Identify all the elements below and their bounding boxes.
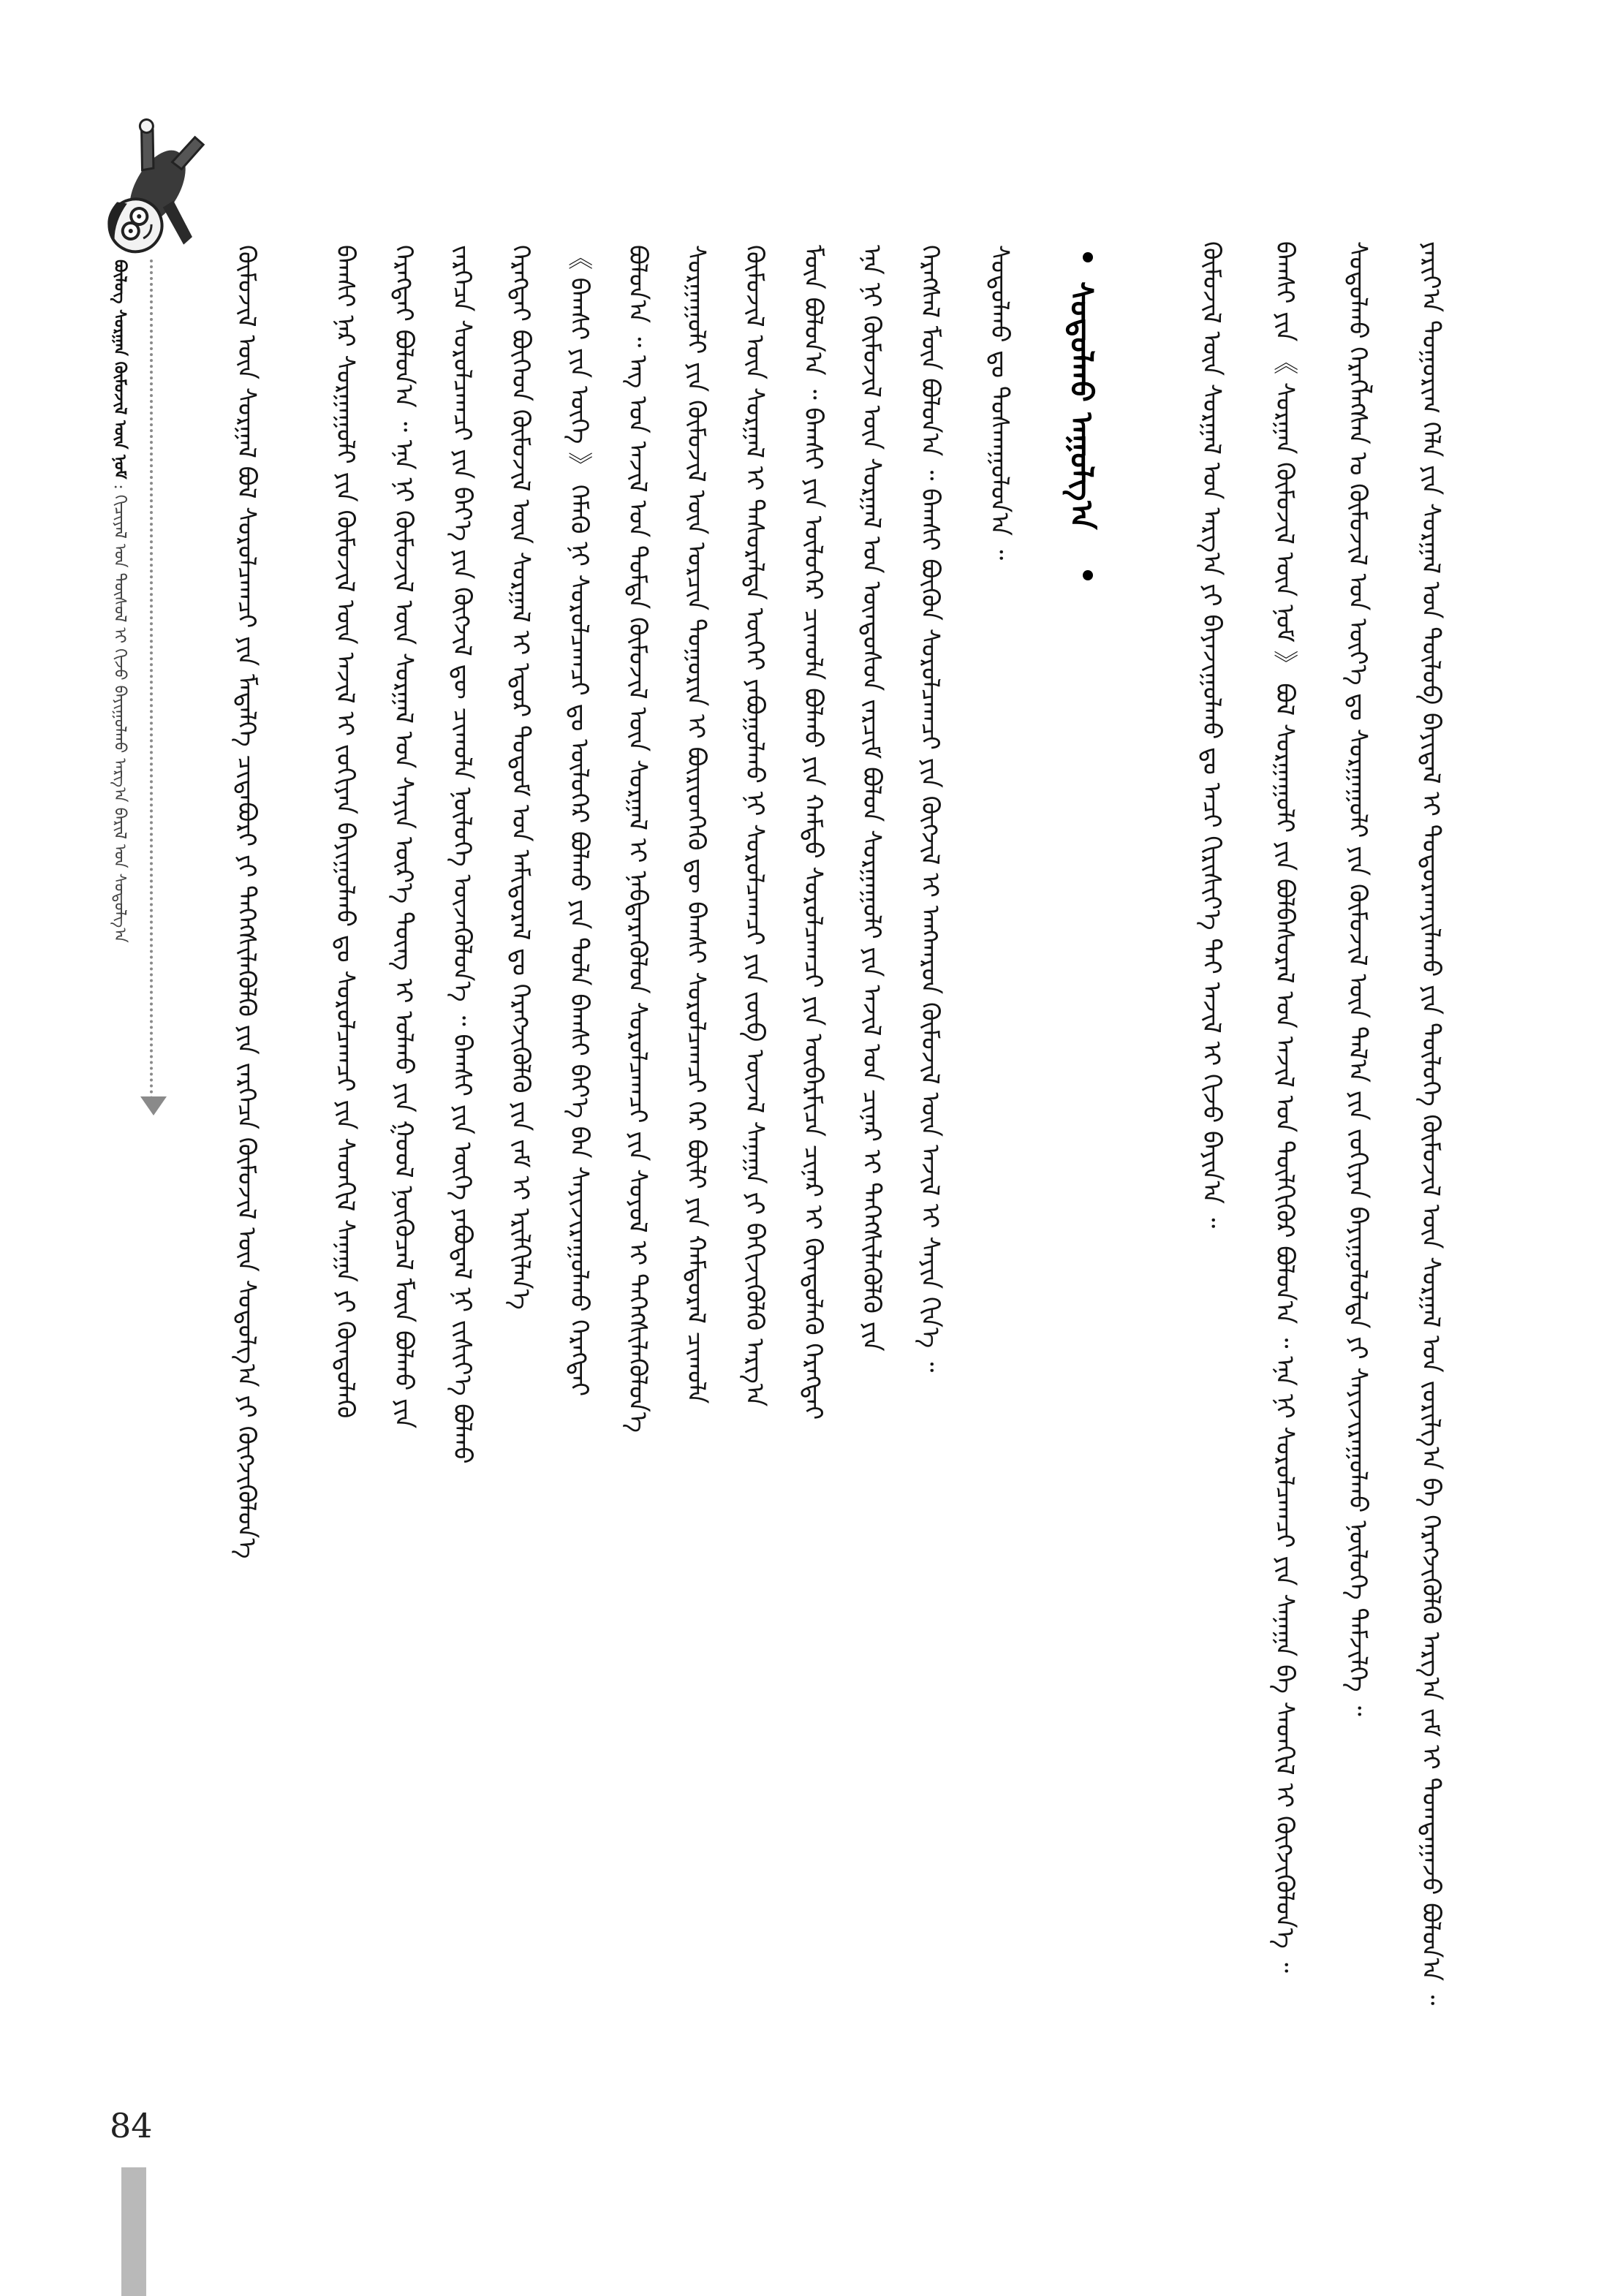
bullet-dot <box>1083 252 1093 262</box>
text-line: 《 ᠪᠠᠭᠰᠢ ᠶᠢᠨ ᠦᠭᠡ 》 ᠬᠡᠮᠡᠬᠦ ᠨᠢ ᠰᠤᠷᠤᠯᠴᠠᠭᠴᠢ ᠳᠤ ᠦᠯᠦᠭᠡᠷ ᠪᠣᠯᠬᠤ ᠶᠢᠨ ᠲᠤᠯᠠ ᠪᠠᠭᠰᠢ ᠪᠡᠶ᠎ᠡ ᠪᠡᠨ ᠰᠠᠶᠢᠵᠢᠷᠠᠭᠤᠯᠬᠤ ᠬᠡᠷᠡᠭᠲᠡᠢ <box>564 245 594 1397</box>
text-line: ᠬᠦᠮᠦᠵᠢᠯ ᠦᠨ ᠰᠤᠷᠭᠠᠯ ᠪᠣᠯ ᠰᠤᠷᠤᠯᠴᠠᠭᠴᠢ ᠶᠢᠨ ᠮᠡᠳᠡᠯᠭᠡ ᠴᠢᠳᠠᠪᠤᠷᠢ ᠶᠢ ᠳᠡᠭᠡᠭᠰᠢᠯᠡᠭᠦᠯᠬᠦ ᠶᠢᠨ ᠵᠡᠷᠭᠡᠴᠡ ᠬᠦᠮᠦᠵᠢᠯ ᠦᠨ ᠰᠤᠳᠤᠯᠭ᠎ᠠ ᠶᠢ ᠬᠥᠭᠵᠢᠭᠦᠯᠦᠨ᠎ᠡ <box>232 245 261 1559</box>
text-line: ᠬᠦᠮᠦᠵᠢᠯ ᠦᠨ ᠰᠤᠷᠭᠠᠯ ᠤᠨ ᠠᠷᠭ᠎ᠠ ᠶᠢ ᠪᠠᠶᠠᠵᠢᠭᠤᠯᠬᠤ ᠳᠤ ᠠᠴᠢ ᠬᠢᠷᠢᠰᠢᠶ᠎ᠡ ᠲᠡᠢ ᠠᠵᠢᠯ ᠢ ᠬᠢᠵᠦ ᠪᠠᠶᠢᠨ᠎ᠠ ᠃ <box>1197 241 1226 1229</box>
running-header-bold: ᠪᠦᠯᠦᠭ ᠰᠤᠷᠭᠠᠨ ᠬᠦᠮᠦᠵᠢᠯ ᠦᠨ ᠨᠣᠮ <box>110 259 129 480</box>
text-line: ᠶᠠᠷᠢᠶ᠎ᠠ ᠲᠤᠭᠤᠷᠢᠭ ᠬᠡᠯᠡ ᠶᠢᠨ ᠰᠤᠷᠭᠠᠯ ᠤᠨ ᠲᠥᠯᠥᠪ ᠪᠠᠶᠢᠳᠠᠯ ᠢ ᠲᠣᠳᠣᠷᠬᠠᠶᠢᠯᠠᠬᠤ ᠶᠢᠨ ᠲᠥᠯᠥᠭᠡ ᠬᠦᠮᠦᠵᠢᠯ ᠦᠨ ᠰᠤᠷᠭᠠᠯ ᠤᠨ ᠵᠣᠷᠢᠯᠭ᠎ᠠ ᠪᠠ ᠬᠡᠷᠡᠭᠵᠢᠭᠦᠯᠬᠦ ᠠᠷᠭ᠎ᠠ ᠵᠠᠮ ᠢ ᠲᠣᠭᠲᠠᠭᠠᠵᠤ ᠪᠣᠯᠤᠨ᠎ᠠ ᠃ <box>1416 241 1445 2006</box>
text-line: ᠬᠡᠷᠡᠭᠲᠡᠢ ᠪᠣᠯᠤᠨ᠎ᠠ ᠃ ᠡᠨᠡ ᠨᠢ ᠬᠦᠮᠦᠵᠢᠯ ᠦᠨ ᠰᠤᠷᠭᠠᠯ ᠤᠨ ᠰᠠᠶᠢᠨ ᠦᠷ᠎ᠡ ᠳᠦᠩ ᠢ ᠣᠯᠬᠤ ᠶᠢᠨ ᠭᠣᠣᠯ ᠨᠥᠬᠦᠴᠡᠯ ᠮᠥᠨ ᠪᠣᠯᠬᠤ ᠶᠢᠨ <box>389 245 418 1429</box>
text-line: ᠡᠨᠡ ᠨᠢ ᠬᠦᠮᠦᠵᠢᠯ ᠦᠨ ᠰᠤᠷᠭᠠᠯ ᠤᠨ ᠦᠨᠳᠦᠰᠦᠨ ᠵᠠᠷᠴᠢᠮ ᠪᠣᠯᠤᠨ ᠰᠤᠷᠭᠠᠭᠤᠯᠢ ᠶᠢᠨ ᠠᠵᠢᠯ ᠤᠨ ᠴᠢᠨᠠᠷ ᠢ ᠳᠡᠭᠡᠭᠰᠢᠯᠡᠭᠦᠯᠬᠦ ᠶᠢᠨ <box>857 245 886 1352</box>
text-line: ᠬᠡᠷᠡᠭᠲᠡᠢ ᠪᠥᠭᠡᠳ ᠬᠦᠮᠦᠵᠢᠯ ᠦᠨ ᠰᠤᠷᠭᠠᠯ ᠢ ᠡᠳᠦᠷ ᠲᠤᠲᠤᠮ ᠤᠨ ᠠᠮᠢᠳᠤᠷᠠᠯ ᠳᠤ ᠬᠡᠷᠡᠭᠵᠢᠭᠦᠯᠬᠦ ᠶᠢᠨ ᠵᠠᠮ ᠢ ᠡᠷᠢᠯᠬᠢᠯᠡᠨ᠎ᠡ <box>506 245 535 1310</box>
boy-mascot-illustration <box>64 130 232 276</box>
text-line: ᠵᠡᠷᠭᠡᠴᠡ ᠰᠤᠷᠤᠯᠴᠠᠭᠴᠢ ᠶᠢᠨ ᠪᠡᠶ᠎ᠡ ᠶᠢᠨ ᠬᠥᠭᠵᠢᠯ ᠳᠦ ᠴᠢᠬᠤᠯᠠ ᠨᠥᠯᠥᠭᠡ ᠦᠵᠡᠭᠦᠯᠦᠨ᠎ᠡ ᠃ ᠪᠠᠭᠰᠢ ᠶᠢᠨ ᠦᠭᠡ ᠶᠠᠪᠤᠳᠠᠯ ᠨᠢ ᠵᠢᠱᠢᠶ᠎ᠡ ᠪᠣᠯᠬᠤ <box>447 245 477 1464</box>
text-line: ᠪᠣᠯᠤᠨ᠎ᠠ ᠃ ᠡᠩ ᠤᠨ ᠠᠵᠢᠯ ᠤᠨ ᠳᠤᠮᠳᠠ ᠬᠦᠮᠦᠵᠢᠯ ᠦᠨ ᠰᠤᠷᠭᠠᠯ ᠢ ᠨᠡᠪᠲᠡᠷᠡᠭᠦᠯᠦᠨ ᠰᠤᠷᠤᠯᠴᠠᠭᠴᠢ ᠶᠢᠨ ᠰᠣᠶᠣᠯ ᠢ ᠳᠡᠭᠡᠭᠰᠢᠯᠡᠭᠦᠯᠦᠨ᠎ᠡ <box>623 245 652 1433</box>
header-dotted-divider <box>150 259 153 1100</box>
bullet-dot <box>1083 570 1093 580</box>
section-heading: ᠰᠣᠳᠤᠯᠬᠤ ᠠᠭᠤᠯᠭ᠎ᠠ <box>1064 281 1100 530</box>
header-arrow-icon <box>140 1096 167 1115</box>
running-header-text: ᠬᠢᠴᠢᠶᠡᠯ ᠤᠨ ᠲᠥᠰᠥᠯ ᠢ ᠬᠢᠵᠦ ᠪᠠᠶᠢᠭᠤᠯᠬᠤ ᠠᠷᠭ᠎ᠠ ᠪᠠᠷᠢᠯ ᠤᠨ ᠰᠤᠳᠤᠯᠭ᠎ᠠ <box>110 494 129 943</box>
page-number: 84 <box>110 2106 153 2145</box>
text-line: ᠰᠣᠳᠤᠯᠬᠤ ᠬᠡᠷᠡᠭᠯᠡᠭᠰᠡᠨ ᠤ ᠬᠦᠮᠦᠵᠢᠯ ᠤᠨ ᠦᠶ᠎ᠡ ᠳᠤ ᠰᠤᠷᠭᠠᠭᠤᠯᠢ ᠶᠢᠨ ᠬᠦᠮᠦᠵᠢᠯ ᠦᠨ ᠲᠠᠯ᠎ᠠ ᠶᠢᠨ ᠵᠣᠬᠢᠶᠠᠨ ᠪᠠᠶᠢᠭᠤᠯᠤᠯᠲᠠ ᠶᠢ ᠰᠠᠶᠢᠵᠢᠷᠠᠭᠤᠯᠬᠤ ᠨᠥᠯᠥᠭᠡ ᠳᠡᠮᠵᠢᠯᠭᠡ ᠃ <box>1343 241 1372 1716</box>
text-line: ᠬᠡᠷᠡᠭᠰᠡᠯ ᠮᠥᠨ ᠪᠣᠯᠤᠨ᠎ᠠ ᠃ ᠪᠠᠭᠰᠢ ᠪᠥᠬᠥᠨ ᠰᠤᠷᠤᠯᠴᠠᠭᠴᠢ ᠶᠢᠨ ᠬᠥᠭᠵᠢᠯ ᠢ ᠠᠩᠬᠠᠷᠤᠨ ᠬᠦᠮᠦᠵᠢᠯ ᠦᠨ ᠠᠵᠢᠯ ᠢ ᠰᠠᠶᠢᠨ ᠬᠢᠨ᠎ᠡ ᠃ <box>915 245 945 1373</box>
page-edge-tab <box>121 2167 146 2296</box>
text-line: ᠪᠠᠭᠰᠢ ᠶᠢᠨ 《 ᠰᠤᠷᠭᠠᠨ ᠬᠦᠮᠦᠵᠢᠯ ᠦᠨ ᠨᠣᠮ 》 ᠪᠣᠯ ᠰᠤᠷᠭᠠᠭᠤᠯᠢ ᠶᠢᠨ ᠪᠣᠯᠪᠠᠰᠤᠷᠠᠯ ᠤᠨ ᠠᠵᠢᠯ ᠤᠨ ᠲᠦᠯᠬᠢᠭᠦᠷ ᠪᠣᠯᠤᠨ᠎ᠠ ᠃ ᠡᠨᠡ ᠨᠢ ᠰᠤᠷᠤᠯᠴᠠᠭᠴᠢ ᠶᠢᠨ ᠰᠠᠨᠠᠭᠠ ᠪᠠ ᠰᠡᠳᠬᠢᠯ ᠢ ᠬᠥᠭᠵᠢᠭᠦᠯᠦᠨ᠎ᠡ ᠃ <box>1270 241 1299 1973</box>
text-line: ᠰᠤᠷᠭᠠᠭᠤᠯᠢ ᠶᠢᠨ ᠬᠦᠮᠦᠵᠢᠯ ᠦᠨ ᠣᠷᠴᠢᠨ ᠲᠣᠭᠣᠷᠢᠨ ᠢ ᠪᠦᠷᠢᠳᠬᠡᠬᠦ ᠳᠦ ᠪᠠᠭᠰᠢ ᠰᠤᠷᠤᠯᠴᠠᠭᠴᠢ ᠭᠡᠷ ᠪᠦᠯᠢ ᠶᠢᠨ ᠬᠠᠮᠲᠤᠷᠠᠯ ᠴᠢᠬᠤᠯᠠ <box>681 245 711 1404</box>
running-header: ᠪᠦᠯᠦᠭ ᠰᠤᠷᠭᠠᠨ ᠬᠦᠮᠦᠵᠢᠯ ᠦᠨ ᠨᠣᠮ : ᠬᠢᠴᠢᠶᠡᠯ ᠤᠨ ᠲᠥᠰᠥᠯ ᠢ ᠬᠢᠵᠦ ᠪᠠᠶᠢᠭᠤᠯᠬᠤ ᠠᠷᠭ᠎ᠠ ᠪᠠᠷᠢᠯ ᠤᠨ ᠰᠤᠳᠤᠯᠭ᠎ᠠ <box>110 259 129 943</box>
text-line: ᠪᠠᠭᠰᠢ ᠨᠠᠷ ᠰᠤᠷᠭᠠᠭᠤᠯᠢ ᠶᠢᠨ ᠬᠦᠮᠦᠵᠢᠯ ᠦᠨ ᠠᠵᠢᠯ ᠢ ᠵᠣᠬᠢᠶᠠᠨ ᠪᠠᠶᠢᠭᠤᠯᠬᠤ ᠳᠤ ᠰᠤᠷᠤᠯᠴᠠᠭᠴᠢ ᠶᠢᠨ ᠰᠡᠳᠬᠢᠯ ᠰᠠᠨᠠᠭᠠ ᠶᠢ ᠬᠦᠨᠳᠦᠯᠡᠬᠦ <box>330 245 360 1419</box>
text-line: ᠬᠦᠮᠦᠵᠢᠯ ᠦᠨ ᠰᠤᠷᠭᠠᠯ ᠢ ᠲᠠᠰᠤᠷᠠᠯᠲᠠ ᠦᠭᠡᠢ ᠶᠠᠪᠤᠭᠤᠯᠬᠤ ᠨᠢ ᠰᠤᠷᠤᠯᠴᠠᠭᠴᠢ ᠶᠢᠨ ᠵᠥᠪ ᠦᠵᠡᠯ ᠰᠠᠨᠠᠭᠠ ᠶᠢ ᠪᠡᠬᠢᠵᠢᠭᠦᠯᠬᠦ ᠠᠷᠭ᠎ᠠ <box>740 245 769 1407</box>
text-line: ᠮᠥᠨ ᠪᠣᠯᠤᠨ᠎ᠠ ᠃ ᠪᠠᠭᠰᠢ ᠶᠢᠨ ᠦᠯᠦᠭᠡᠷ ᠴᠢᠬᠤᠯᠠ ᠪᠣᠯᠬᠤ ᠶᠢᠨ ᠬᠠᠮᠲᠤ ᠰᠤᠷᠤᠯᠴᠠᠭᠴᠢ ᠶᠢᠨ ᠥᠪᠡᠷᠮᠢᠴᠡ ᠴᠢᠨᠠᠷ ᠢ ᠬᠦᠨᠳᠦᠯᠡᠬᠦ ᠬᠡᠷᠡᠭᠲᠡᠢ <box>798 245 828 1420</box>
text-line: ᠰᠣᠳᠤᠯᠬᠤ ᠳᠤ ᠳᠤᠰᠬᠠᠭᠤᠯᠤᠨ᠎ᠠ ᠃ <box>985 245 1014 561</box>
